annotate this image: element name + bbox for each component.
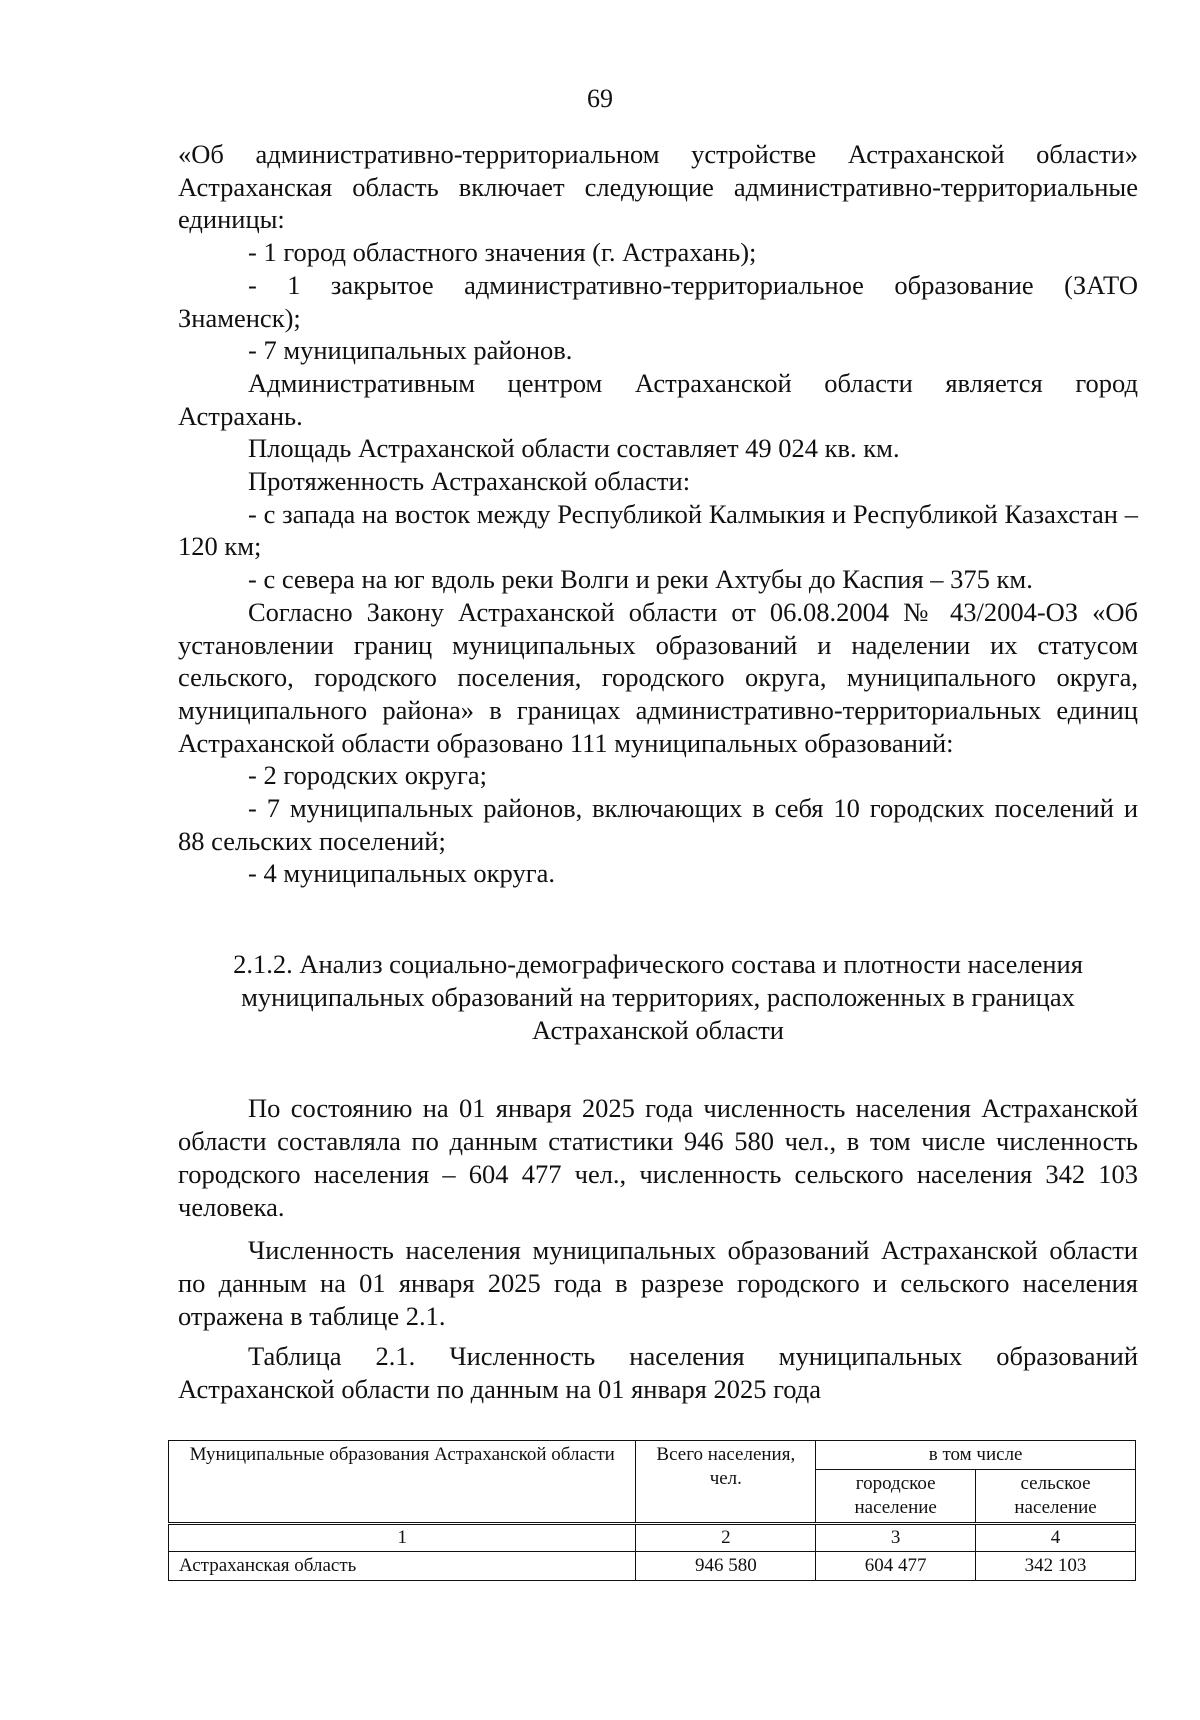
list-item: - 1 закрытое административно-территориальное образование (ЗАТО Знаменск); — [178, 269, 1138, 333]
header-total: Всего населения, чел. — [636, 1441, 816, 1524]
list-item: - с севера на юг вдоль реки Волги и реки Ахтубы до Каспия – 375 км. — [248, 564, 1033, 595]
column-number: 1 — [169, 1524, 636, 1552]
list-item: - с запада на восток между Республикой Калмыкия и Республикой Казахстан – 120 км; — [178, 498, 1138, 562]
row-name: Астраханская область — [169, 1552, 636, 1581]
page-number: 69 — [587, 84, 613, 113]
body-text — [178, 138, 1138, 890]
paragraph: По состоянию на 01 января 2025 года численность населения Астраханской области составляла по данным статистики 946 580 чел., в том числе численность городского населения – 604 477 чел., численность сельского населения 342 103 человека. — [178, 1093, 1138, 1222]
list-item: - 1 город областного значения (г. Астрахань); — [248, 237, 757, 268]
list-item: - 7 муниципальных районов. — [248, 335, 573, 366]
paragraph: Численность населения муниципальных образований Астраханской области по данным на 01 января 2025 года в разрезе городского и сельского населения отражена в таблице 2.1. — [178, 1235, 1138, 1331]
list-item: - 7 муниципальных районов, включающих в себя 10 городских поселений и 88 сельских поселений; — [178, 793, 1138, 856]
paragraph: Согласно Закону Астраханской области от 06.08.2004 № 43/2004-ОЗ «Об установлении границ муниципальных образований и наделении их статусом сельского, городского поселения, городского округа, муниципального округа, муниципального района» в границах административно-территориальных единиц Астраханской области образовано 111 муниципальных образований: — [178, 596, 1138, 758]
list-item: - 2 городских округа; — [248, 760, 487, 791]
header-rural: сельское население — [976, 1470, 1136, 1524]
column-number: 3 — [816, 1524, 976, 1552]
header-urban: городское население — [816, 1470, 976, 1524]
paragraph: Площадь Астраханской области составляет 49 024 кв. км. — [248, 433, 900, 464]
table-caption: Таблица 2.1. Численность населения муниципальных образований Астраханской области по данным на 01 января 2025 года — [178, 1341, 1138, 1404]
paragraph: Административным центром Астраханской области является город Астрахань. — [178, 367, 1138, 431]
column-number-row — [169, 1524, 1136, 1552]
row-urban: 604 477 — [816, 1552, 976, 1581]
column-number: 4 — [976, 1524, 1136, 1552]
list-item: - 4 муниципальных округа. — [248, 858, 555, 889]
table-row — [169, 1552, 1136, 1581]
column-number: 2 — [636, 1524, 816, 1552]
paragraph: «Об административно-территориальном устройстве Астраханской области» Астраханская область включает следующие административно-территориальные единицы: — [178, 139, 1138, 235]
row-rural: 342 103 — [976, 1552, 1136, 1581]
row-total: 946 580 — [636, 1552, 816, 1581]
paragraph: Протяженность Астраханской области: — [248, 466, 691, 497]
header-municipal: Муниципальные образования Астраханской области — [169, 1441, 636, 1524]
section-heading: 2.1.2. Анализ социально-демографического состава и плотности населения муниципальных образований на территориях, расположенных в границах Астраханской области — [233, 949, 1083, 1045]
population-table — [168, 1440, 1136, 1581]
header-including: в том числе — [816, 1441, 1136, 1470]
section-body — [178, 1092, 1138, 1333]
